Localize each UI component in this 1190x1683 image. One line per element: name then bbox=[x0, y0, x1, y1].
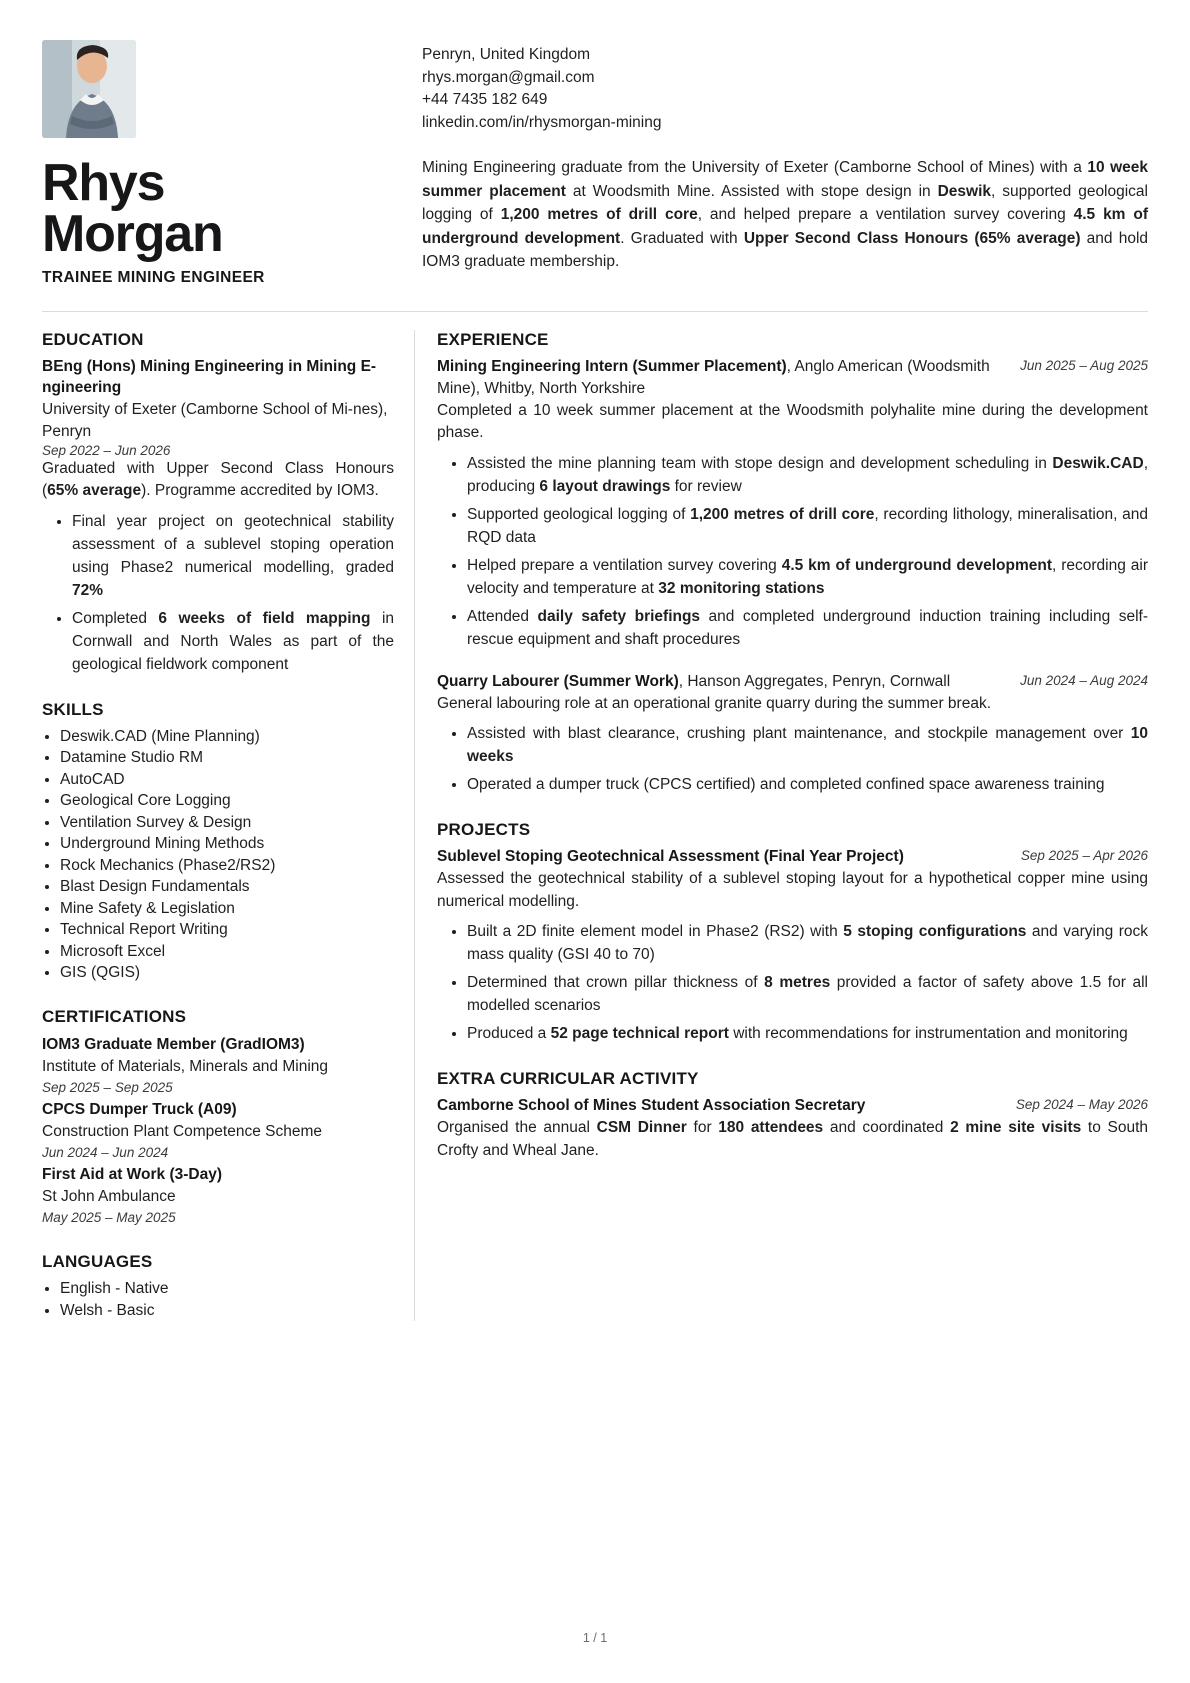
bullet-item: • Attended daily safety briefings and completed underground induction training including self-rescue equipment and shaft procedures bbox=[467, 605, 1148, 651]
page-footer: 1 / 1 bbox=[582, 1631, 608, 1645]
bullet-item: • Completed 6 weeks of field mapping in Cornwall and North Wales as part of the geological fieldwork component bbox=[72, 607, 394, 676]
page-title bbox=[42, 154, 414, 263]
entry-heading: Camborne School of Mines Student Association Secretary bbox=[437, 1097, 866, 1115]
education-entries bbox=[42, 356, 394, 676]
certification-name: First Aid at Work (3-Day) bbox=[42, 1166, 222, 1184]
entry-date: Sep 2025 – Apr 2026 bbox=[1020, 848, 1148, 864]
contact-phone[interactable]: +44 7435 182 649 bbox=[422, 91, 548, 108]
entry-bullets bbox=[437, 722, 1148, 796]
list-item: • Blast Design Fundamentals bbox=[60, 876, 394, 897]
contact-linkedin[interactable]: linkedin.com/in/rhysmorgan-mining bbox=[422, 113, 662, 131]
education-degree: BEng (Hons) Mining Engineering in Mining E-ngineering bbox=[42, 357, 377, 397]
languages-list bbox=[42, 1278, 394, 1321]
header-divider bbox=[42, 311, 1148, 312]
section-certifications bbox=[42, 1007, 394, 1228]
resume-entry bbox=[437, 846, 1148, 1045]
certification-org: St John Ambulance bbox=[42, 1188, 176, 1206]
certifications-list bbox=[42, 1033, 394, 1228]
entry-heading: Mining Engineering Intern (Summer Placement), Anglo American (Woodsmith Mine), Whitby, North Yorkshire bbox=[437, 357, 990, 397]
section-languages bbox=[42, 1252, 394, 1321]
certification-name: IOM3 Graduate Member (GradIOM3) bbox=[42, 1036, 305, 1054]
list-item: • GIS (QGIS) bbox=[60, 962, 394, 983]
entry-description: Assessed the geotechnical stability of a sublevel stoping layout for a hypothetical copper mine using numerical modelling. bbox=[437, 870, 1148, 910]
entry-description: Completed a 10 week summer placement at the Woodsmith polyhalite mine during the development phase. bbox=[437, 401, 1148, 442]
list-item: • Datamine Studio RM bbox=[60, 747, 394, 768]
list-item: • English - Native bbox=[60, 1278, 394, 1299]
entry-bullets bbox=[437, 920, 1148, 1045]
certification-name: CPCS Dumper Truck (A09) bbox=[42, 1101, 237, 1119]
bullet-item: • Operated a dumper truck (CPCS certified) and completed confined space awareness training bbox=[467, 773, 1148, 796]
list-item: • AutoCAD bbox=[60, 769, 394, 790]
entry-heading: Sublevel Stoping Geotechnical Assessment (Final Year Project) bbox=[437, 848, 904, 866]
entry-description: Organised the annual CSM Dinner for 180 attendees and coordinated 2 mine site visits to South Crofty and Wheal Jane. bbox=[437, 1119, 1149, 1159]
section-experience bbox=[437, 330, 1148, 797]
entry-description: General labouring role at an operational granite quarry during the summer break. bbox=[437, 694, 992, 712]
certification-entry bbox=[42, 1163, 394, 1228]
list-item: • Deswik.CAD (Mine Planning) bbox=[60, 726, 394, 747]
section-skills bbox=[42, 700, 394, 984]
profile-summary: Mining Engineering graduate from the University of Exeter (Camborne School of Mines) with a 10 week summer placement at Woodsmith Mine. Assisted with stope design in Deswik, supported geological logging of 1,200 metres of drill core, and helped prepare a ventilation survey covering 4.5 km of underground development. Graduated with Upper Second Class Honours (65% average) and hold IOM3 graduate membership. bbox=[422, 159, 1149, 270]
header-contact-summary bbox=[414, 40, 1148, 274]
entry-date: Sep 2024 – May 2026 bbox=[1015, 1097, 1148, 1113]
profile-photo bbox=[42, 40, 136, 138]
list-item: • Welsh - Basic bbox=[60, 1300, 394, 1321]
certification-entry bbox=[42, 1098, 394, 1163]
certification-date: May 2025 – May 2025 bbox=[42, 1210, 176, 1226]
contact-location: Penryn, United Kingdom bbox=[422, 46, 591, 63]
bullet-item: • Produced a 52 page technical report with recommendations for instrumentation and monitoring bbox=[467, 1022, 1148, 1045]
entry-header bbox=[437, 1095, 1148, 1117]
list-item: • Rock Mechanics (Phase2/RS2) bbox=[60, 855, 394, 876]
education-entry bbox=[42, 356, 394, 676]
bullet-item: • Helped prepare a ventilation survey covering 4.5 km of underground development, recording air velocity and temperature at 32 monitoring stations bbox=[467, 554, 1148, 600]
bullet-item: • Assisted with blast clearance, crushing plant maintenance, and stockpile management over 10 weeks bbox=[467, 722, 1148, 768]
contact-email[interactable]: rhys.morgan@gmail.com bbox=[422, 68, 595, 86]
education-description: Graduated with Upper Second Class Honours (65% average). Programme accredited by IOM3. bbox=[42, 459, 394, 500]
section-title-languages: LANGUAGES bbox=[42, 1252, 153, 1272]
entry-heading: Quarry Labourer (Summer Work), Hanson Aggregates, Penryn, Cornwall bbox=[437, 672, 951, 690]
certification-entry bbox=[42, 1033, 394, 1098]
certification-date: Sep 2025 – Sep 2025 bbox=[42, 1080, 173, 1096]
education-institution: University of Exeter (Camborne School of Mi-nes), Penryn bbox=[42, 400, 388, 440]
experience-entries bbox=[437, 356, 1148, 797]
right-column bbox=[415, 330, 1148, 1322]
bullet-item: • Supported geological logging of 1,200 metres of drill core, recording lithology, mineralisation, and RQD data bbox=[467, 503, 1148, 549]
header-identity bbox=[42, 40, 414, 287]
resume-header bbox=[42, 40, 1148, 297]
bullet-item: • Built a 2D finite element model in Phase2 (RS2) with 5 stoping configurations and varying rock mass quality (GSI 40 to 70) bbox=[467, 920, 1148, 966]
bullet-item: • Determined that crown pillar thickness of 8 metres provided a factor of safety above 1.5 for all modelled scenarios bbox=[467, 971, 1148, 1017]
left-column bbox=[42, 330, 414, 1322]
certification-org: Institute of Materials, Minerals and Mining bbox=[42, 1058, 329, 1076]
list-item: • Ventilation Survey & Design bbox=[60, 812, 394, 833]
education-date: Sep 2022 – Jun 2026 bbox=[42, 442, 171, 458]
resume-entry bbox=[437, 671, 1148, 797]
last-name: Morgan bbox=[42, 204, 223, 263]
list-item: • Geological Core Logging bbox=[60, 790, 394, 811]
resume-entry bbox=[437, 1095, 1148, 1162]
entry-header bbox=[437, 671, 1148, 693]
bullet-item: • Final year project on geotechnical stability assessment of a sublevel stoping operation using Phase2 numerical modelling, graded 72% bbox=[72, 510, 394, 602]
section-education bbox=[42, 330, 394, 676]
list-item: • Microsoft Excel bbox=[60, 941, 394, 962]
entry-bullets bbox=[437, 452, 1148, 651]
list-item: • Underground Mining Methods bbox=[60, 833, 394, 854]
section-title-extra-curricular: EXTRA CURRICULAR ACTIVITY bbox=[437, 1069, 699, 1089]
entry-header bbox=[437, 356, 1148, 400]
entry-date: Jun 2024 – Aug 2024 bbox=[1020, 672, 1148, 688]
section-title-certifications: CERTIFICATIONS bbox=[42, 1007, 187, 1027]
education-bullets bbox=[42, 510, 394, 676]
resume-entry bbox=[437, 356, 1148, 651]
certification-date: Jun 2024 – Jun 2024 bbox=[42, 1145, 169, 1161]
section-title-education: EDUCATION bbox=[42, 329, 144, 349]
projects-entries bbox=[437, 846, 1148, 1045]
bullet-item: • Assisted the mine planning team with stope design and development scheduling in Deswik.CAD, producing 6 layout drawings for review bbox=[467, 452, 1148, 498]
section-title-experience: EXPERIENCE bbox=[437, 329, 549, 349]
entry-header bbox=[437, 846, 1148, 868]
extra-curricular-entries bbox=[437, 1095, 1148, 1162]
section-extra-curricular bbox=[437, 1069, 1148, 1162]
resume-header-area bbox=[0, 40, 1190, 297]
section-projects bbox=[437, 820, 1148, 1045]
certification-org: Construction Plant Competence Scheme bbox=[42, 1123, 323, 1141]
first-name: Rhys bbox=[42, 154, 165, 212]
job-title: TRAINEE MINING ENGINEER bbox=[42, 268, 265, 286]
list-item: • Mine Safety & Legislation bbox=[60, 898, 394, 919]
resume-body bbox=[0, 330, 1190, 1322]
section-title-projects: PROJECTS bbox=[437, 820, 531, 840]
entry-date: Jun 2025 – Aug 2025 bbox=[1020, 357, 1148, 373]
list-item: • Technical Report Writing bbox=[60, 919, 394, 940]
skills-list bbox=[42, 726, 394, 984]
section-title-skills: SKILLS bbox=[42, 699, 104, 719]
